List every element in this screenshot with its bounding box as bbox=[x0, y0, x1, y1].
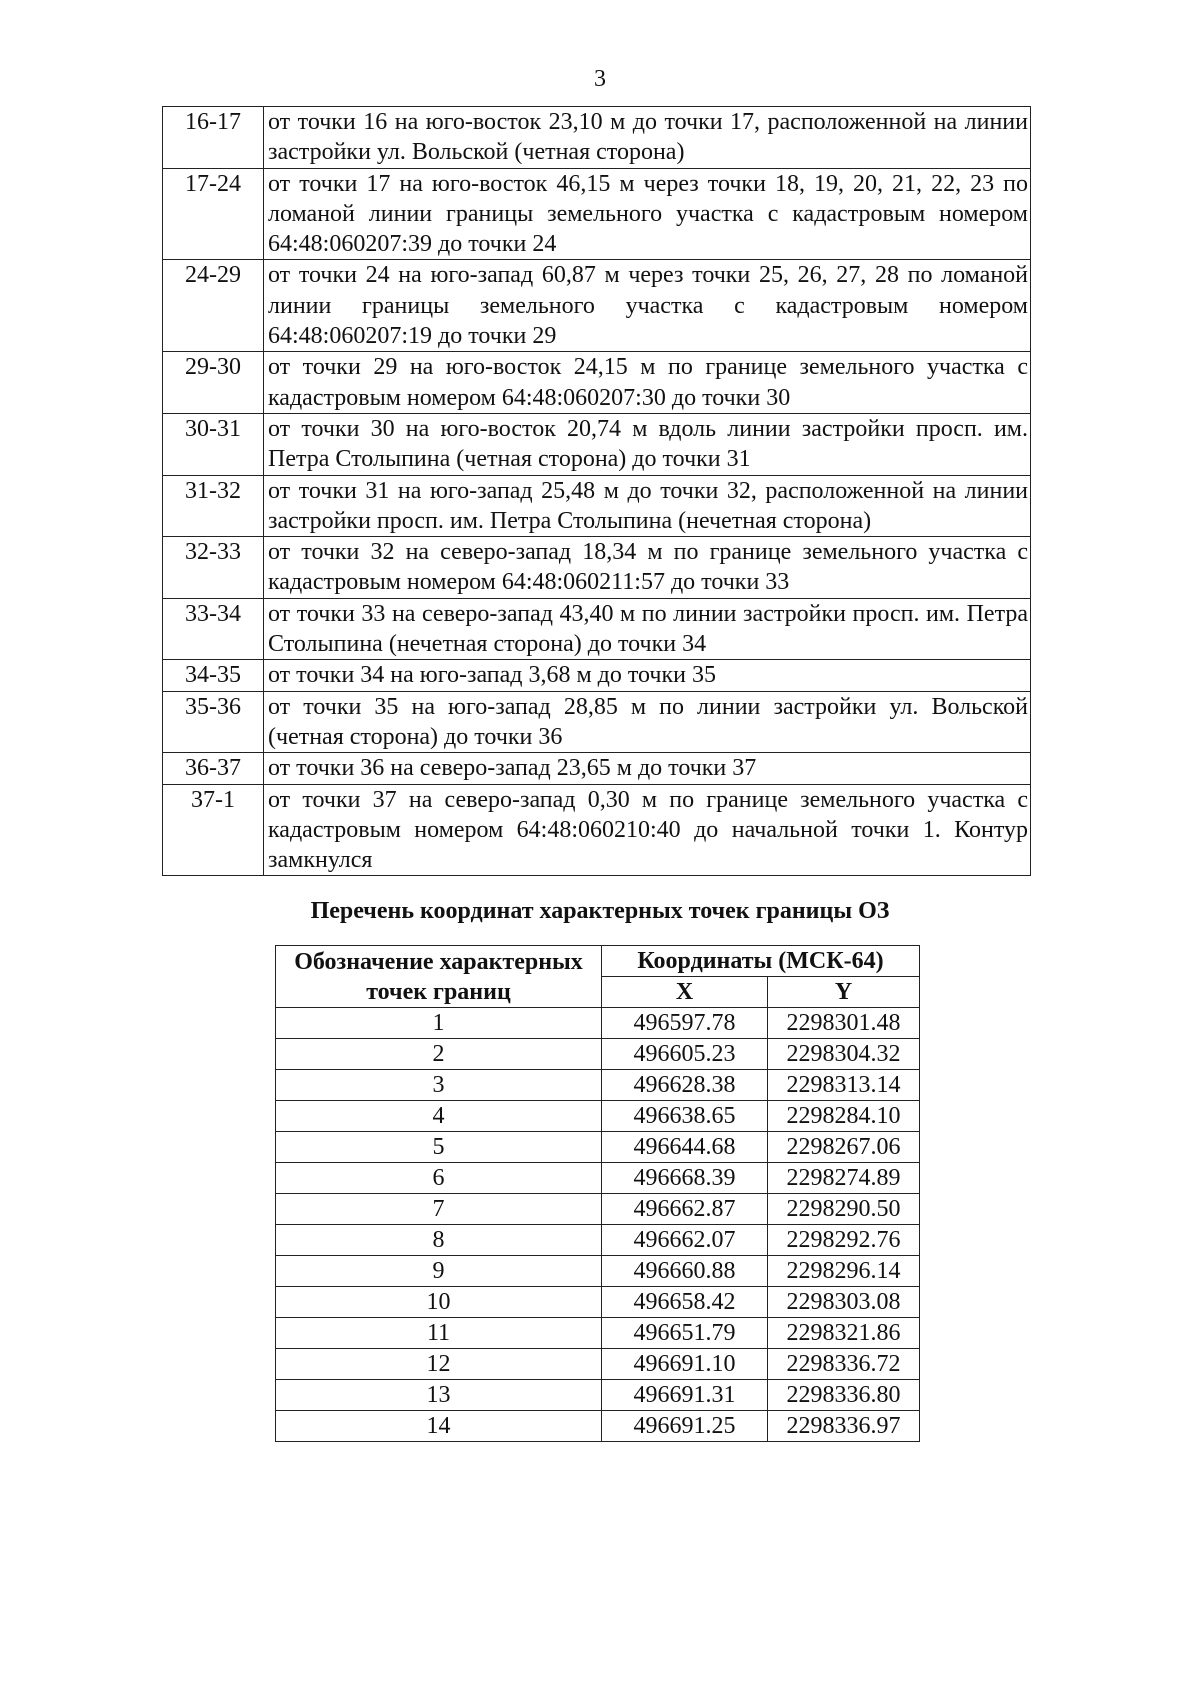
segment-id: 36-37 bbox=[163, 753, 264, 784]
coord-x: 496662.07 bbox=[602, 1225, 768, 1256]
segment-id: 34-35 bbox=[163, 660, 264, 691]
segment-description: от точки 30 на юго-восток 20,74 м вдоль линии застройки просп. им. Петра Столыпина (четная сторона) до точки 31 bbox=[264, 413, 1031, 475]
point-id: 11 bbox=[276, 1318, 602, 1349]
table-row bbox=[276, 1318, 920, 1349]
table-row bbox=[163, 107, 1031, 169]
table-row bbox=[276, 1132, 920, 1163]
table-row bbox=[276, 1411, 920, 1442]
segment-id: 37-1 bbox=[163, 784, 264, 876]
segment-id: 35-36 bbox=[163, 691, 264, 753]
segment-description: от точки 24 на юго-запад 60,87 м через точки 25, 26, 27, 28 по ломаной линии границы земельного участка с кадастровым номером 64:48:060207:19 до точки 29 bbox=[264, 260, 1031, 352]
point-id: 2 bbox=[276, 1039, 602, 1070]
header-y: Y bbox=[768, 977, 920, 1008]
coordinates-table bbox=[275, 945, 920, 1442]
table-row bbox=[276, 1163, 920, 1194]
table-row bbox=[276, 1070, 920, 1101]
coord-x: 496597.78 bbox=[602, 1008, 768, 1039]
point-id: 6 bbox=[276, 1163, 602, 1194]
segment-description: от точки 35 на юго-запад 28,85 м по линии застройки ул. Вольской (четная сторона) до точки 36 bbox=[264, 691, 1031, 753]
table-row bbox=[276, 1194, 920, 1225]
coord-y: 2298284.10 bbox=[768, 1101, 920, 1132]
point-id: 14 bbox=[276, 1411, 602, 1442]
segment-description: от точки 17 на юго-восток 46,15 м через точки 18, 19, 20, 21, 22, 23 по ломаной линии границы земельного участка с кадастровым номером 64:48:060207:39 до точки 24 bbox=[264, 168, 1031, 260]
table-row bbox=[276, 1101, 920, 1132]
table-row bbox=[163, 660, 1031, 691]
table-row bbox=[163, 413, 1031, 475]
boundary-description-table bbox=[162, 106, 1031, 876]
point-id: 1 bbox=[276, 1008, 602, 1039]
coord-y: 2298296.14 bbox=[768, 1256, 920, 1287]
coord-x: 496651.79 bbox=[602, 1318, 768, 1349]
point-id: 3 bbox=[276, 1070, 602, 1101]
coord-x: 496628.38 bbox=[602, 1070, 768, 1101]
coord-y: 2298336.72 bbox=[768, 1349, 920, 1380]
segment-id: 33-34 bbox=[163, 598, 264, 660]
coord-y: 2298336.97 bbox=[768, 1411, 920, 1442]
header-point: Обозначение характерных точек границ bbox=[276, 946, 602, 1008]
point-id: 12 bbox=[276, 1349, 602, 1380]
coordinates-heading: Перечень координат характерных точек границы ОЗ bbox=[310, 898, 890, 924]
table-row bbox=[276, 1008, 920, 1039]
coord-x: 496660.88 bbox=[602, 1256, 768, 1287]
table-row bbox=[163, 598, 1031, 660]
table-row bbox=[163, 475, 1031, 537]
point-id: 10 bbox=[276, 1287, 602, 1318]
table-row bbox=[276, 1256, 920, 1287]
table-row bbox=[276, 1225, 920, 1256]
point-id: 13 bbox=[276, 1380, 602, 1411]
point-id: 5 bbox=[276, 1132, 602, 1163]
coord-y: 2298304.32 bbox=[768, 1039, 920, 1070]
page-number: 3 bbox=[594, 66, 606, 92]
coord-x: 496644.68 bbox=[602, 1132, 768, 1163]
header-x: X bbox=[602, 977, 768, 1008]
coord-y: 2298336.80 bbox=[768, 1380, 920, 1411]
table-row bbox=[163, 260, 1031, 352]
table-row bbox=[276, 1039, 920, 1070]
point-id: 7 bbox=[276, 1194, 602, 1225]
segment-id: 32-33 bbox=[163, 537, 264, 599]
table-row bbox=[163, 691, 1031, 753]
segment-id: 30-31 bbox=[163, 413, 264, 475]
table-row bbox=[163, 168, 1031, 260]
segment-description: от точки 36 на северо-запад 23,65 м до точки 37 bbox=[264, 753, 1031, 784]
coord-y: 2298321.86 bbox=[768, 1318, 920, 1349]
header-coords: Координаты (МСК-64) bbox=[602, 946, 920, 977]
table-row bbox=[276, 1349, 920, 1380]
table-row bbox=[163, 537, 1031, 599]
coord-x: 496638.65 bbox=[602, 1101, 768, 1132]
coord-x: 496691.25 bbox=[602, 1411, 768, 1442]
segment-description: от точки 16 на юго-восток 23,10 м до точки 17, расположенной на линии застройки ул. Вольской (четная сторона) bbox=[264, 107, 1031, 169]
coord-y: 2298301.48 bbox=[768, 1008, 920, 1039]
coord-y: 2298267.06 bbox=[768, 1132, 920, 1163]
table-row bbox=[276, 1287, 920, 1318]
point-id: 4 bbox=[276, 1101, 602, 1132]
point-id: 9 bbox=[276, 1256, 602, 1287]
coord-y: 2298292.76 bbox=[768, 1225, 920, 1256]
segment-description: от точки 37 на северо-запад 0,30 м по границе земельного участка с кадастровым номером 64:48:060210:40 до начальной точки 1. Контур замкнулся bbox=[264, 784, 1031, 876]
segment-id: 16-17 bbox=[163, 107, 264, 169]
coord-x: 496658.42 bbox=[602, 1287, 768, 1318]
coord-y: 2298303.08 bbox=[768, 1287, 920, 1318]
segment-id: 17-24 bbox=[163, 168, 264, 260]
coord-x: 496691.10 bbox=[602, 1349, 768, 1380]
segment-description: от точки 33 на северо-запад 43,40 м по линии застройки просп. им. Петра Столыпина (нечетная сторона) до точки 34 bbox=[264, 598, 1031, 660]
coord-x: 496668.39 bbox=[602, 1163, 768, 1194]
segment-description: от точки 29 на юго-восток 24,15 м по границе земельного участка с кадастровым номером 64:48:060207:30 до точки 30 bbox=[264, 352, 1031, 414]
coord-x: 496662.87 bbox=[602, 1194, 768, 1225]
coord-y: 2298274.89 bbox=[768, 1163, 920, 1194]
coord-y: 2298313.14 bbox=[768, 1070, 920, 1101]
segment-description: от точки 34 на юго-запад 3,68 м до точки 35 bbox=[264, 660, 1031, 691]
table-row bbox=[163, 753, 1031, 784]
coord-y: 2298290.50 bbox=[768, 1194, 920, 1225]
segment-description: от точки 31 на юго-запад 25,48 м до точки 32, расположенной на линии застройки просп. им. Петра Столыпина (нечетная сторона) bbox=[264, 475, 1031, 537]
table-row bbox=[163, 352, 1031, 414]
coord-x: 496605.23 bbox=[602, 1039, 768, 1070]
segment-id: 31-32 bbox=[163, 475, 264, 537]
segment-id: 24-29 bbox=[163, 260, 264, 352]
segment-id: 29-30 bbox=[163, 352, 264, 414]
table-row bbox=[276, 1380, 920, 1411]
segment-description: от точки 32 на северо-запад 18,34 м по границе земельного участка с кадастровым номером 64:48:060211:57 до точки 33 bbox=[264, 537, 1031, 599]
coord-x: 496691.31 bbox=[602, 1380, 768, 1411]
table-row bbox=[163, 784, 1031, 876]
point-id: 8 bbox=[276, 1225, 602, 1256]
